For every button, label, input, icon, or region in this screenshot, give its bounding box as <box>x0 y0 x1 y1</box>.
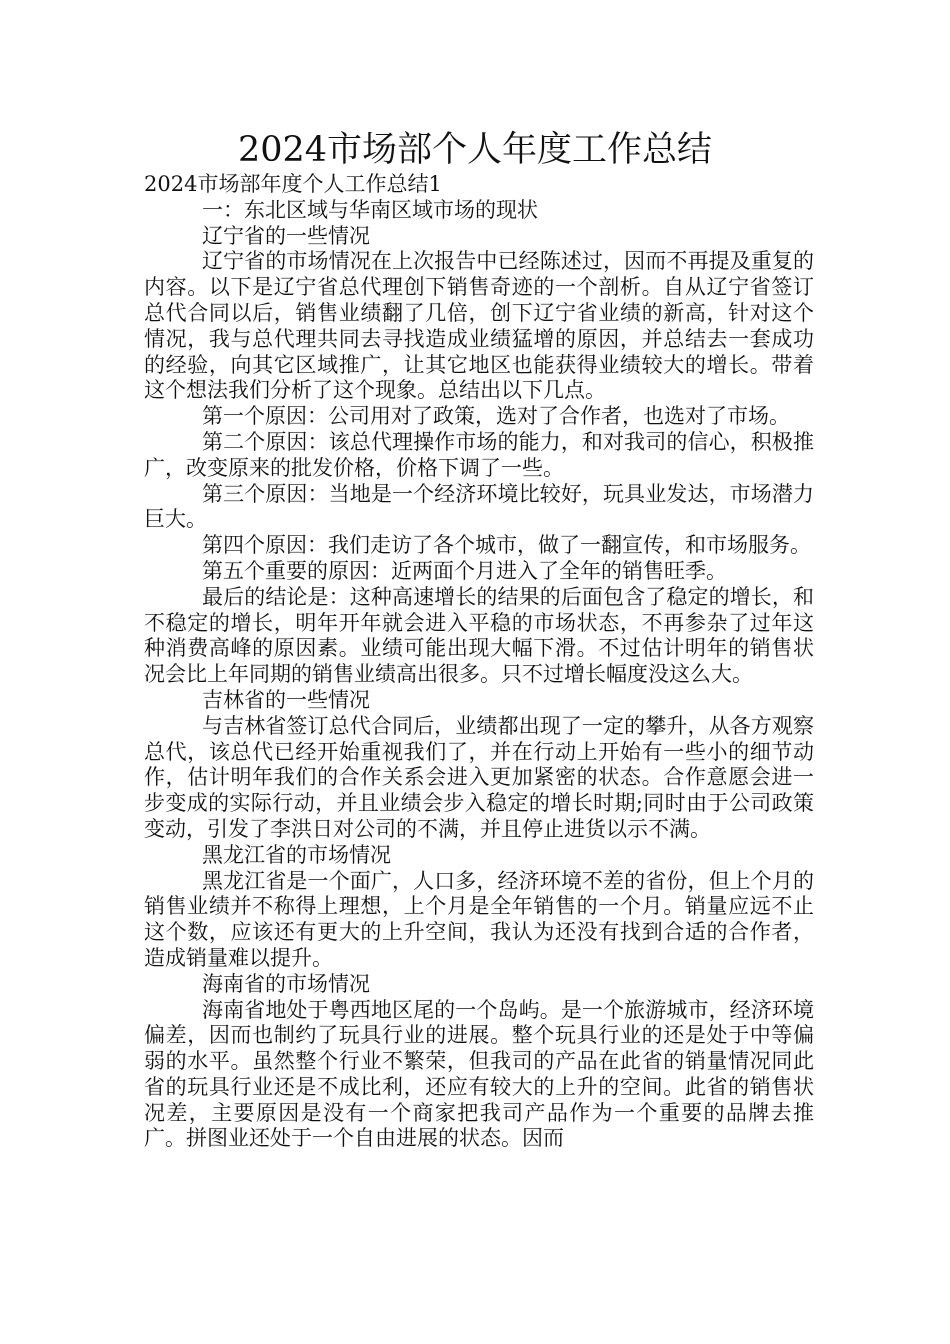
paragraph: 辽宁省的市场情况在上次报告中已经陈述过，因而不再提及重复的内容。以下是辽宁省总代理创下销售奇迹的一个剖析。自从辽宁省签订总代合同以后，销售业绩翻了几倍，创下辽宁省业绩的新高，针对这个情况，我与总代理共同去寻找造成业绩猛增的原因，并总结去一套成功的经验，向其它区域推广，让其它地区也能获得业绩较大的增长。带着这个想法我们分析了这个现象。总结出以下几点。 <box>144 249 814 403</box>
paragraph: 黑龙江省的市场情况 <box>202 842 391 867</box>
paragraph: 与吉林省签订总代合同后，业绩都出现了一定的攀升，从各方观察总代，该总代已经开始重视我们了，并在行动上开始有一些小的细节动作，估计明年我们的合作关系会进入更加紧密的状态。合作意愿会进一步变成的实际行动，并且业绩会步入稳定的增长时期;同时由于公司政策变动，引发了李洪日对公司的不满，并且停止进货以示不满。 <box>144 713 814 841</box>
paragraph: 第四个原因：我们走访了各个城市，做了一翻宣传，和市场服务。 <box>202 533 811 558</box>
document-body <box>144 172 814 1152</box>
paragraph: 第三个原因：当地是一个经济环境比较好，玩具业发达，市场潜力巨大。 <box>144 481 814 532</box>
paragraph: 海南省地处于粤西地区尾的一个岛屿。是一个旅游城市，经济环境偏差，因而也制约了玩具行业的进展。整个玩具行业的还是处于中等偏弱的水平。虽然整个行业不繁荣，但我司的产品在此省的销量情况同此省的玩具行业还是不成比利，还应有较大的上升的空间。此省的销售状况差，主要原因是没有一个商家把我司产品作为一个重要的品牌去推广。拼图业还处于一个自由进展的状态。因而 <box>144 997 814 1151</box>
paragraph: 黑龙江省是一个面广，人口多，经济环境不差的省份，但上个月的销售业绩并不称得上理想，上个月是全年销售的一个月。销量应远不止这个数，应该还有更大的上升空间，我认为还没有找到合适的合作者，造成销量难以提升。 <box>144 868 814 970</box>
paragraph: 吉林省的一些情况 <box>202 687 370 712</box>
document-title: 2024市场部个人年度工作总结 <box>237 130 713 170</box>
paragraph: 海南省的市场情况 <box>202 971 370 996</box>
paragraph: 辽宁省的一些情况 <box>202 223 370 248</box>
paragraph: 第一个原因：公司用对了政策，选对了合作者，也选对了市场。 <box>202 404 790 429</box>
paragraph: 一：东北区域与华南区域市场的现状 <box>202 197 538 222</box>
paragraph: 2024市场部年度个人工作总结1 <box>144 172 442 196</box>
paragraph: 第五个重要的原因：近两面个月进入了全年的销售旺季。 <box>202 558 727 583</box>
paragraph: 最后的结论是：这种高速增长的结果的后面包含了稳定的增长，和不稳定的增长，明年开年就会进入平稳的市场状态，不再参杂了过年这种消费高峰的原因素。业绩可能出现大幅下滑。不过估计明年的销售状况会比上年同期的销售业绩高出很多。只不过增长幅度没这么大。 <box>144 584 814 687</box>
paragraph: 第二个原因：该总代理操作市场的能力，和对我司的信心，积极推广，改变原来的批发价格，价格下调了一些。 <box>144 429 814 480</box>
